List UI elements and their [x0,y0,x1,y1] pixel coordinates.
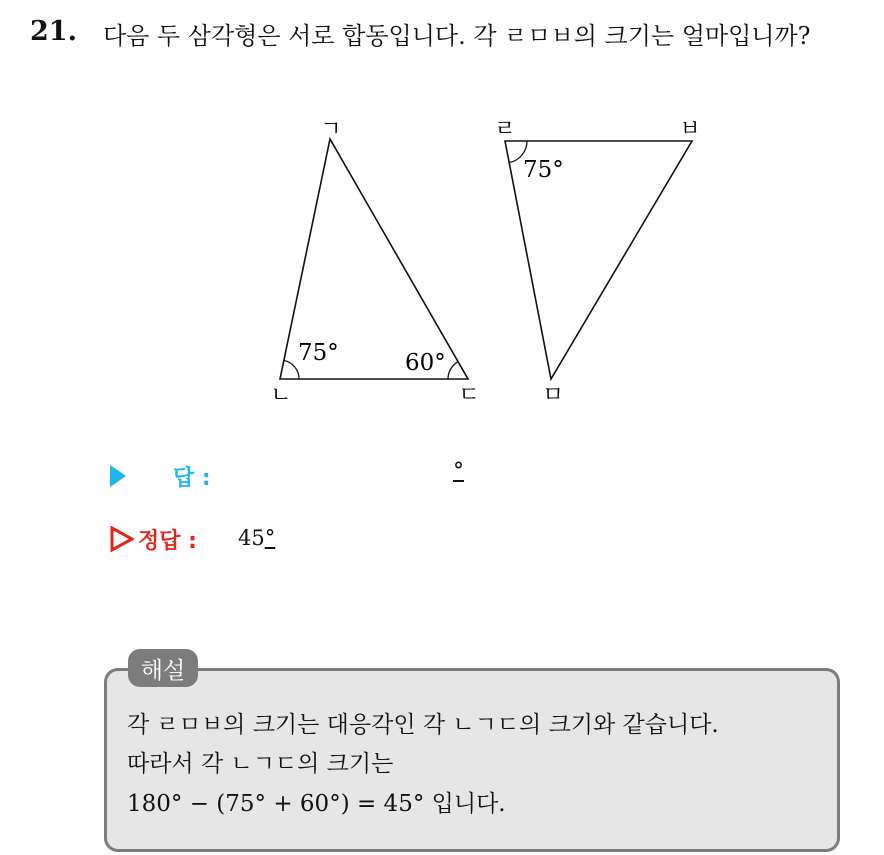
correct-marker-icon [110,526,134,552]
explanation-line-3: 180° − (75° + 60°) = 45° 입니다. [127,791,506,817]
explanation-line-2: 따라서 각 ㄴㄱㄷ의 크기는 [127,751,394,777]
vertex-label-top-right-2: ㅂ [679,117,701,142]
explanation-tab: 해설 [128,649,198,687]
answer-row [110,459,510,493]
answer-marker-icon [110,465,126,487]
answer-label: 답 : [173,466,211,491]
correct-answer-label: 정답 : [138,529,197,554]
vertex-label-right-1: ㄷ [458,383,480,408]
angle-label-right-1: 60° [405,350,446,376]
vertex-label-top-left-2: ㄹ [494,117,516,142]
question-number: 21. [30,16,77,47]
question-text: 다음 두 삼각형은 서로 합동입니다. 각 ㄹㅁㅂ의 크기는 얼마입니까? [103,22,811,50]
vertex-label-bottom-2: ㅁ [542,383,564,408]
angle-label-top-2: 75° [523,157,564,183]
correct-answer-row [110,522,410,556]
vertex-label-left-1: ㄴ [270,383,292,408]
correct-answer-value: 45° [238,526,276,550]
vertex-label-top-1: ㄱ [320,117,342,142]
explanation-line-1: 각 ㄹㅁㅂ의 크기는 대응각인 각 ㄴㄱㄷ의 크기와 같습니다. [127,712,719,738]
angle-label-left-1: 75° [298,340,339,366]
angle-arc-2 [448,362,458,379]
answer-blank[interactable]: ° [453,459,464,484]
angle-arc-1 [284,360,299,379]
